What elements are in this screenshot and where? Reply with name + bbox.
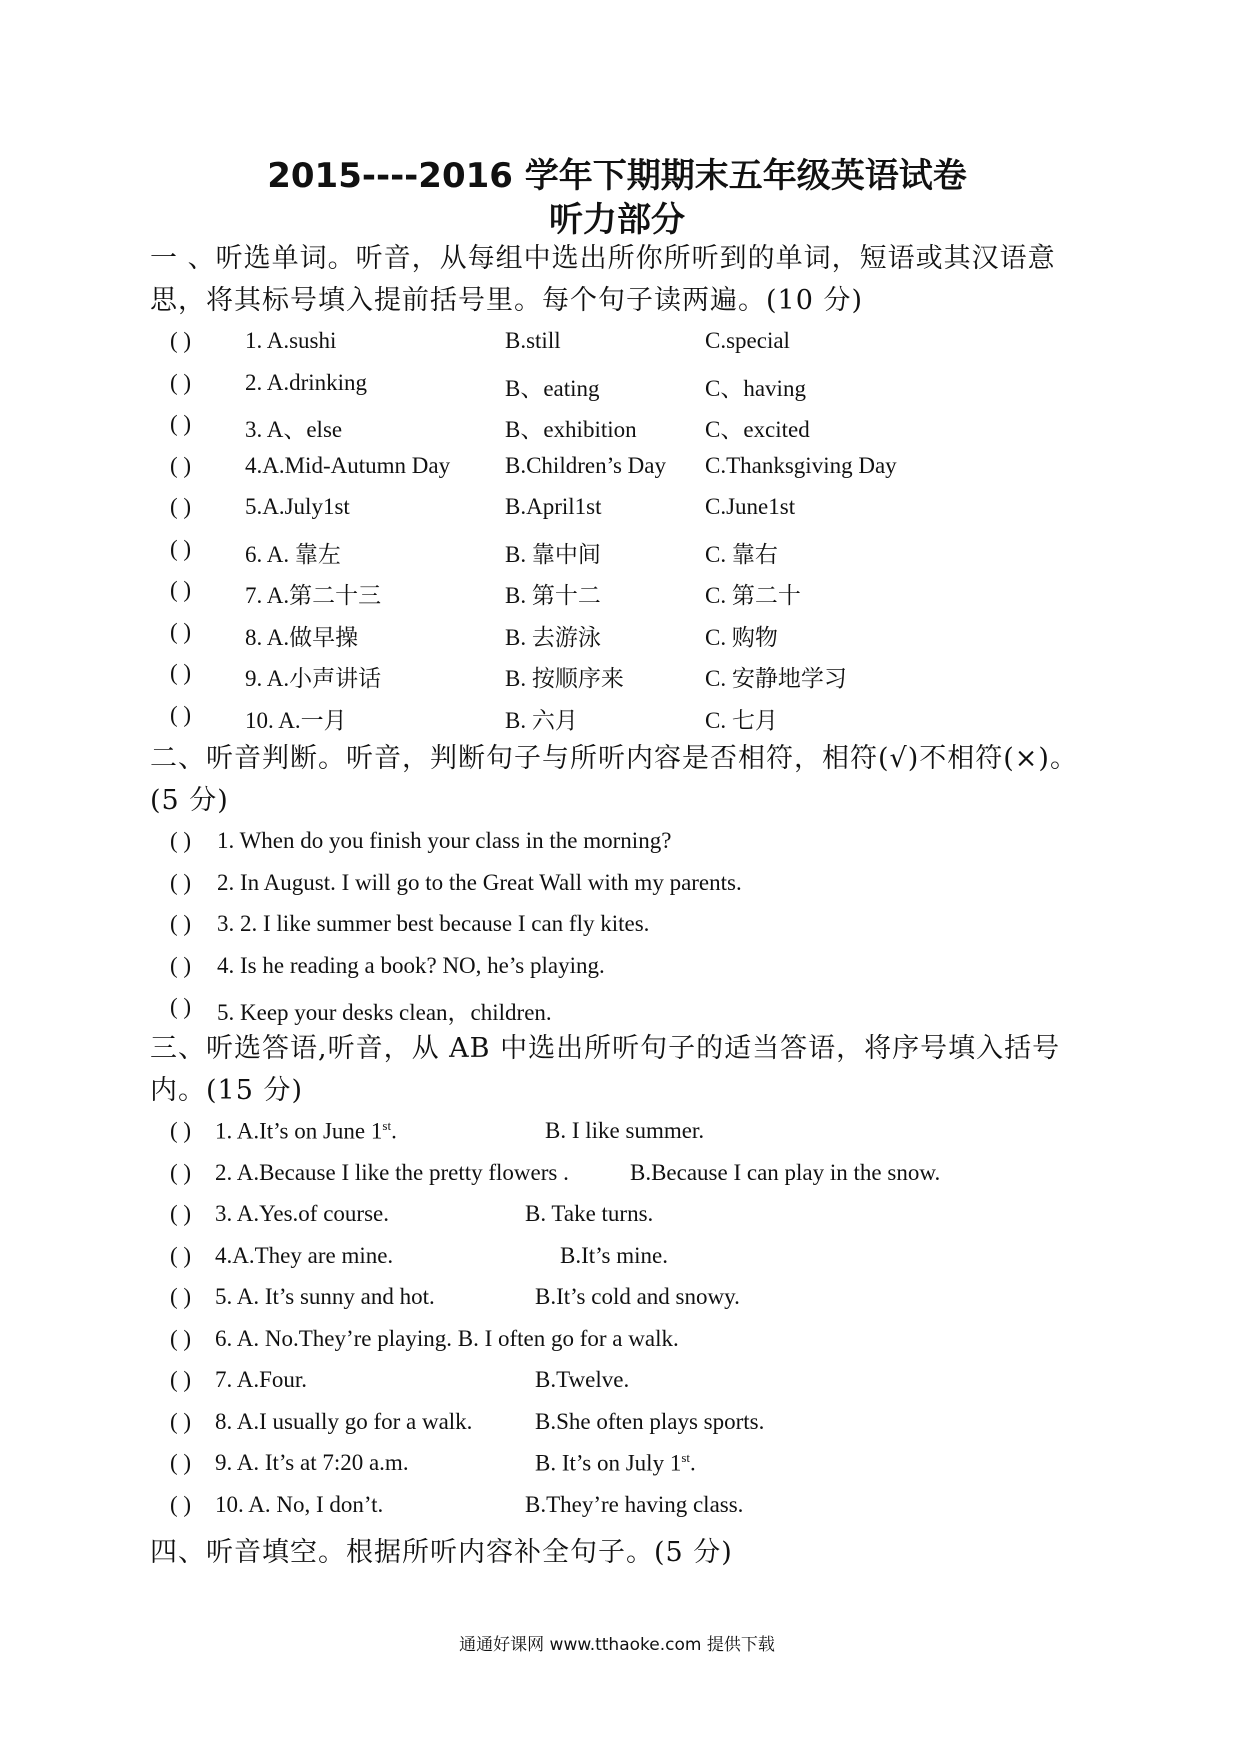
option-a-text: 2. A.Because I like the pretty flowers .	[215, 1159, 569, 1185]
answer-blank: ( )	[170, 828, 192, 853]
exam-title: 2015----2016 学年下期期末五年级英语试卷	[267, 156, 967, 196]
option-b-text: B.She often plays sports.	[535, 1408, 765, 1434]
option-a	[215, 1367, 307, 1393]
question-text: 2. In August. I will go to the Great Wall with my parents.	[217, 869, 742, 895]
option-a: 10. A.一月	[245, 707, 347, 733]
answer-blank: ( )	[170, 994, 192, 1019]
question-row	[170, 1367, 1070, 1403]
answer-blank: ( )	[170, 452, 192, 478]
option-b	[535, 1409, 764, 1435]
option-b-text: B.It’s mine.	[560, 1242, 668, 1268]
option-b: B、eating	[505, 375, 600, 401]
section4-heading: 四、听音填空。根据所听内容补全句子。(5 分)	[150, 1537, 733, 1568]
option-c: C.Thanksgiving Day	[705, 452, 897, 478]
option-b: B.still	[505, 328, 561, 353]
answer-blank: ( )	[170, 701, 192, 727]
option-a: 5.A.July1st	[245, 494, 350, 519]
option-a	[215, 1326, 679, 1352]
option-a: 8. A.做早操	[245, 624, 359, 650]
question-row	[170, 411, 1070, 447]
question-row	[170, 828, 1070, 864]
question-row	[170, 1450, 1070, 1486]
option-c: C、having	[705, 375, 806, 401]
option-b	[525, 1201, 653, 1227]
answer-blank: ( )	[170, 494, 192, 519]
answer-blank: ( )	[170, 411, 192, 436]
option-b-text: B.Twelve.	[535, 1367, 630, 1392]
question-row	[170, 660, 1070, 696]
answer-blank: ( )	[170, 1325, 192, 1351]
answer-blank: ( )	[170, 328, 192, 353]
question-row	[170, 1160, 1070, 1196]
answer-blank: ( )	[170, 1201, 192, 1226]
option-b: B. 靠中间	[505, 541, 601, 567]
option-b	[535, 1284, 740, 1310]
question-row	[170, 953, 1070, 989]
answer-blank: ( )	[170, 1450, 192, 1475]
question-text: 5. Keep your desks clean，children.	[217, 1000, 552, 1025]
option-b: B.April1st	[505, 494, 602, 519]
exam-subtitle: 听力部分	[549, 200, 685, 240]
ordinal-suffix: st	[681, 1450, 690, 1465]
question-row	[170, 370, 1070, 406]
answer-blank: ( )	[170, 535, 192, 561]
answer-blank: ( )	[170, 1408, 192, 1434]
question-row	[170, 619, 1070, 655]
question-text: 4. Is he reading a book? NO, he’s playing.	[217, 952, 605, 978]
option-a	[215, 1450, 409, 1476]
question-row	[170, 577, 1070, 613]
answer-blank: ( )	[170, 1491, 192, 1517]
option-c: C.June1st	[705, 494, 796, 519]
question-row	[170, 870, 1070, 906]
option-b-text: B. I like summer.	[545, 1118, 705, 1143]
option-b	[545, 1118, 704, 1144]
option-c: C. 靠右	[705, 541, 778, 567]
option-b	[560, 1243, 668, 1269]
option-c: C. 七月	[705, 707, 778, 733]
option-a-text: 3. A.Yes.of course.	[215, 1201, 389, 1226]
option-a	[215, 1492, 383, 1518]
answer-blank: ( )	[170, 660, 192, 685]
question-row	[170, 494, 1070, 530]
option-a-text: 8. A.I usually go for a walk.	[215, 1408, 473, 1434]
question-row	[170, 1243, 1070, 1279]
answer-blank: ( )	[170, 911, 192, 936]
option-c: C、excited	[705, 417, 810, 442]
question-row	[170, 453, 1070, 489]
section3-heading: 三、听选答语,听音，从 AB 中选出所听句子的适当答语，将序号填入括号内。(15 分)	[150, 1033, 1061, 1106]
answer-blank: ( )	[170, 1118, 192, 1143]
question-text: 3. 2. I like summer best because I can fly kites.	[217, 911, 650, 936]
answer-blank: ( )	[170, 1284, 192, 1309]
answer-blank: ( )	[170, 869, 192, 895]
option-c: C. 购物	[705, 624, 778, 650]
option-a	[215, 1284, 435, 1310]
option-b	[630, 1160, 940, 1186]
option-c: C. 第二十	[705, 583, 801, 608]
option-a-text: 10. A. No, I don’t.	[215, 1491, 384, 1517]
question-row	[170, 1201, 1070, 1237]
option-a-text: 7. A.Four.	[215, 1367, 308, 1392]
question-row	[170, 1118, 1070, 1154]
option-a: 9. A.小声讲话	[245, 666, 382, 691]
answer-blank: ( )	[170, 952, 192, 978]
question-row	[170, 1409, 1070, 1445]
ordinal-suffix: st	[382, 1118, 392, 1133]
question-row	[170, 702, 1070, 738]
option-a-text: 9. A. It’s at 7:20 a.m.	[215, 1450, 409, 1475]
answer-blank: ( )	[170, 1367, 192, 1392]
option-a: 1. A.sushi	[245, 328, 337, 353]
option-a-text: 1. A.It’s on June 1	[215, 1118, 383, 1144]
option-a-end: .	[391, 1118, 397, 1144]
option-b: B、exhibition	[505, 417, 637, 442]
answer-blank: ( )	[170, 577, 192, 602]
answer-blank: ( )	[170, 618, 192, 644]
answer-blank: ( )	[170, 1159, 192, 1185]
option-b-text: B. It’s on July 1	[535, 1450, 682, 1476]
option-a	[215, 1409, 472, 1435]
option-a: 2. A.drinking	[245, 369, 368, 395]
option-a	[215, 1160, 569, 1186]
option-c: C.special	[705, 328, 790, 353]
option-a: 7. A.第二十三	[245, 583, 382, 608]
answer-blank: ( )	[170, 369, 192, 395]
option-a	[215, 1118, 397, 1145]
option-a-text: 6. A. No.They’re playing. B. I often go for a walk.	[215, 1325, 679, 1351]
question-row	[170, 328, 1070, 364]
option-a: 6. A. 靠左	[245, 541, 341, 567]
option-a: 3. A、else	[245, 417, 343, 442]
question-row	[170, 911, 1070, 947]
question-row	[170, 1326, 1070, 1362]
question-text: 1. When do you finish your class in the morning?	[217, 828, 672, 853]
option-b-text: B.They’re having class.	[525, 1491, 744, 1517]
option-b: B. 去游泳	[505, 624, 601, 650]
section2-heading: 二、听音判断。听音，判断句子与所听内容是否相符，相符(√)不相符(×)。(5 分)	[150, 743, 1078, 816]
section1-heading: 一 、听选单词。听音，从每组中选出所你所听到的单词，短语或其汉语意思，将其标号填入提前括号里。每个句子读两遍。(10 分)	[150, 243, 1056, 316]
option-b: B.Children’s Day	[505, 452, 666, 478]
option-a-text: 4.A.They are mine.	[215, 1242, 394, 1268]
question-row	[170, 536, 1070, 572]
option-a	[215, 1243, 393, 1269]
question-row	[170, 1284, 1070, 1320]
question-row	[170, 994, 1070, 1030]
option-b: B. 按顺序来	[505, 666, 624, 691]
option-a: 4.A.Mid-Autumn Day	[245, 452, 451, 478]
option-b: B. 六月	[505, 707, 578, 733]
option-c: C. 安静地学习	[705, 666, 847, 691]
option-b-text: B.It’s cold and snowy.	[535, 1284, 740, 1309]
option-a-text: 5. A. It’s sunny and hot.	[215, 1284, 435, 1309]
option-b	[525, 1492, 743, 1518]
option-a	[215, 1201, 389, 1227]
answer-blank: ( )	[170, 1242, 192, 1268]
footer-source: 通通好课网 www.tthaoke.com 提供下载	[459, 1635, 775, 1655]
option-b-text: B. Take turns.	[525, 1201, 654, 1226]
question-row	[170, 1492, 1070, 1528]
option-b-text: B.Because I can play in the snow.	[630, 1159, 941, 1185]
option-b: B. 第十二	[505, 583, 601, 608]
option-b-end: .	[690, 1450, 696, 1476]
option-b	[535, 1450, 696, 1477]
option-b	[535, 1367, 629, 1393]
